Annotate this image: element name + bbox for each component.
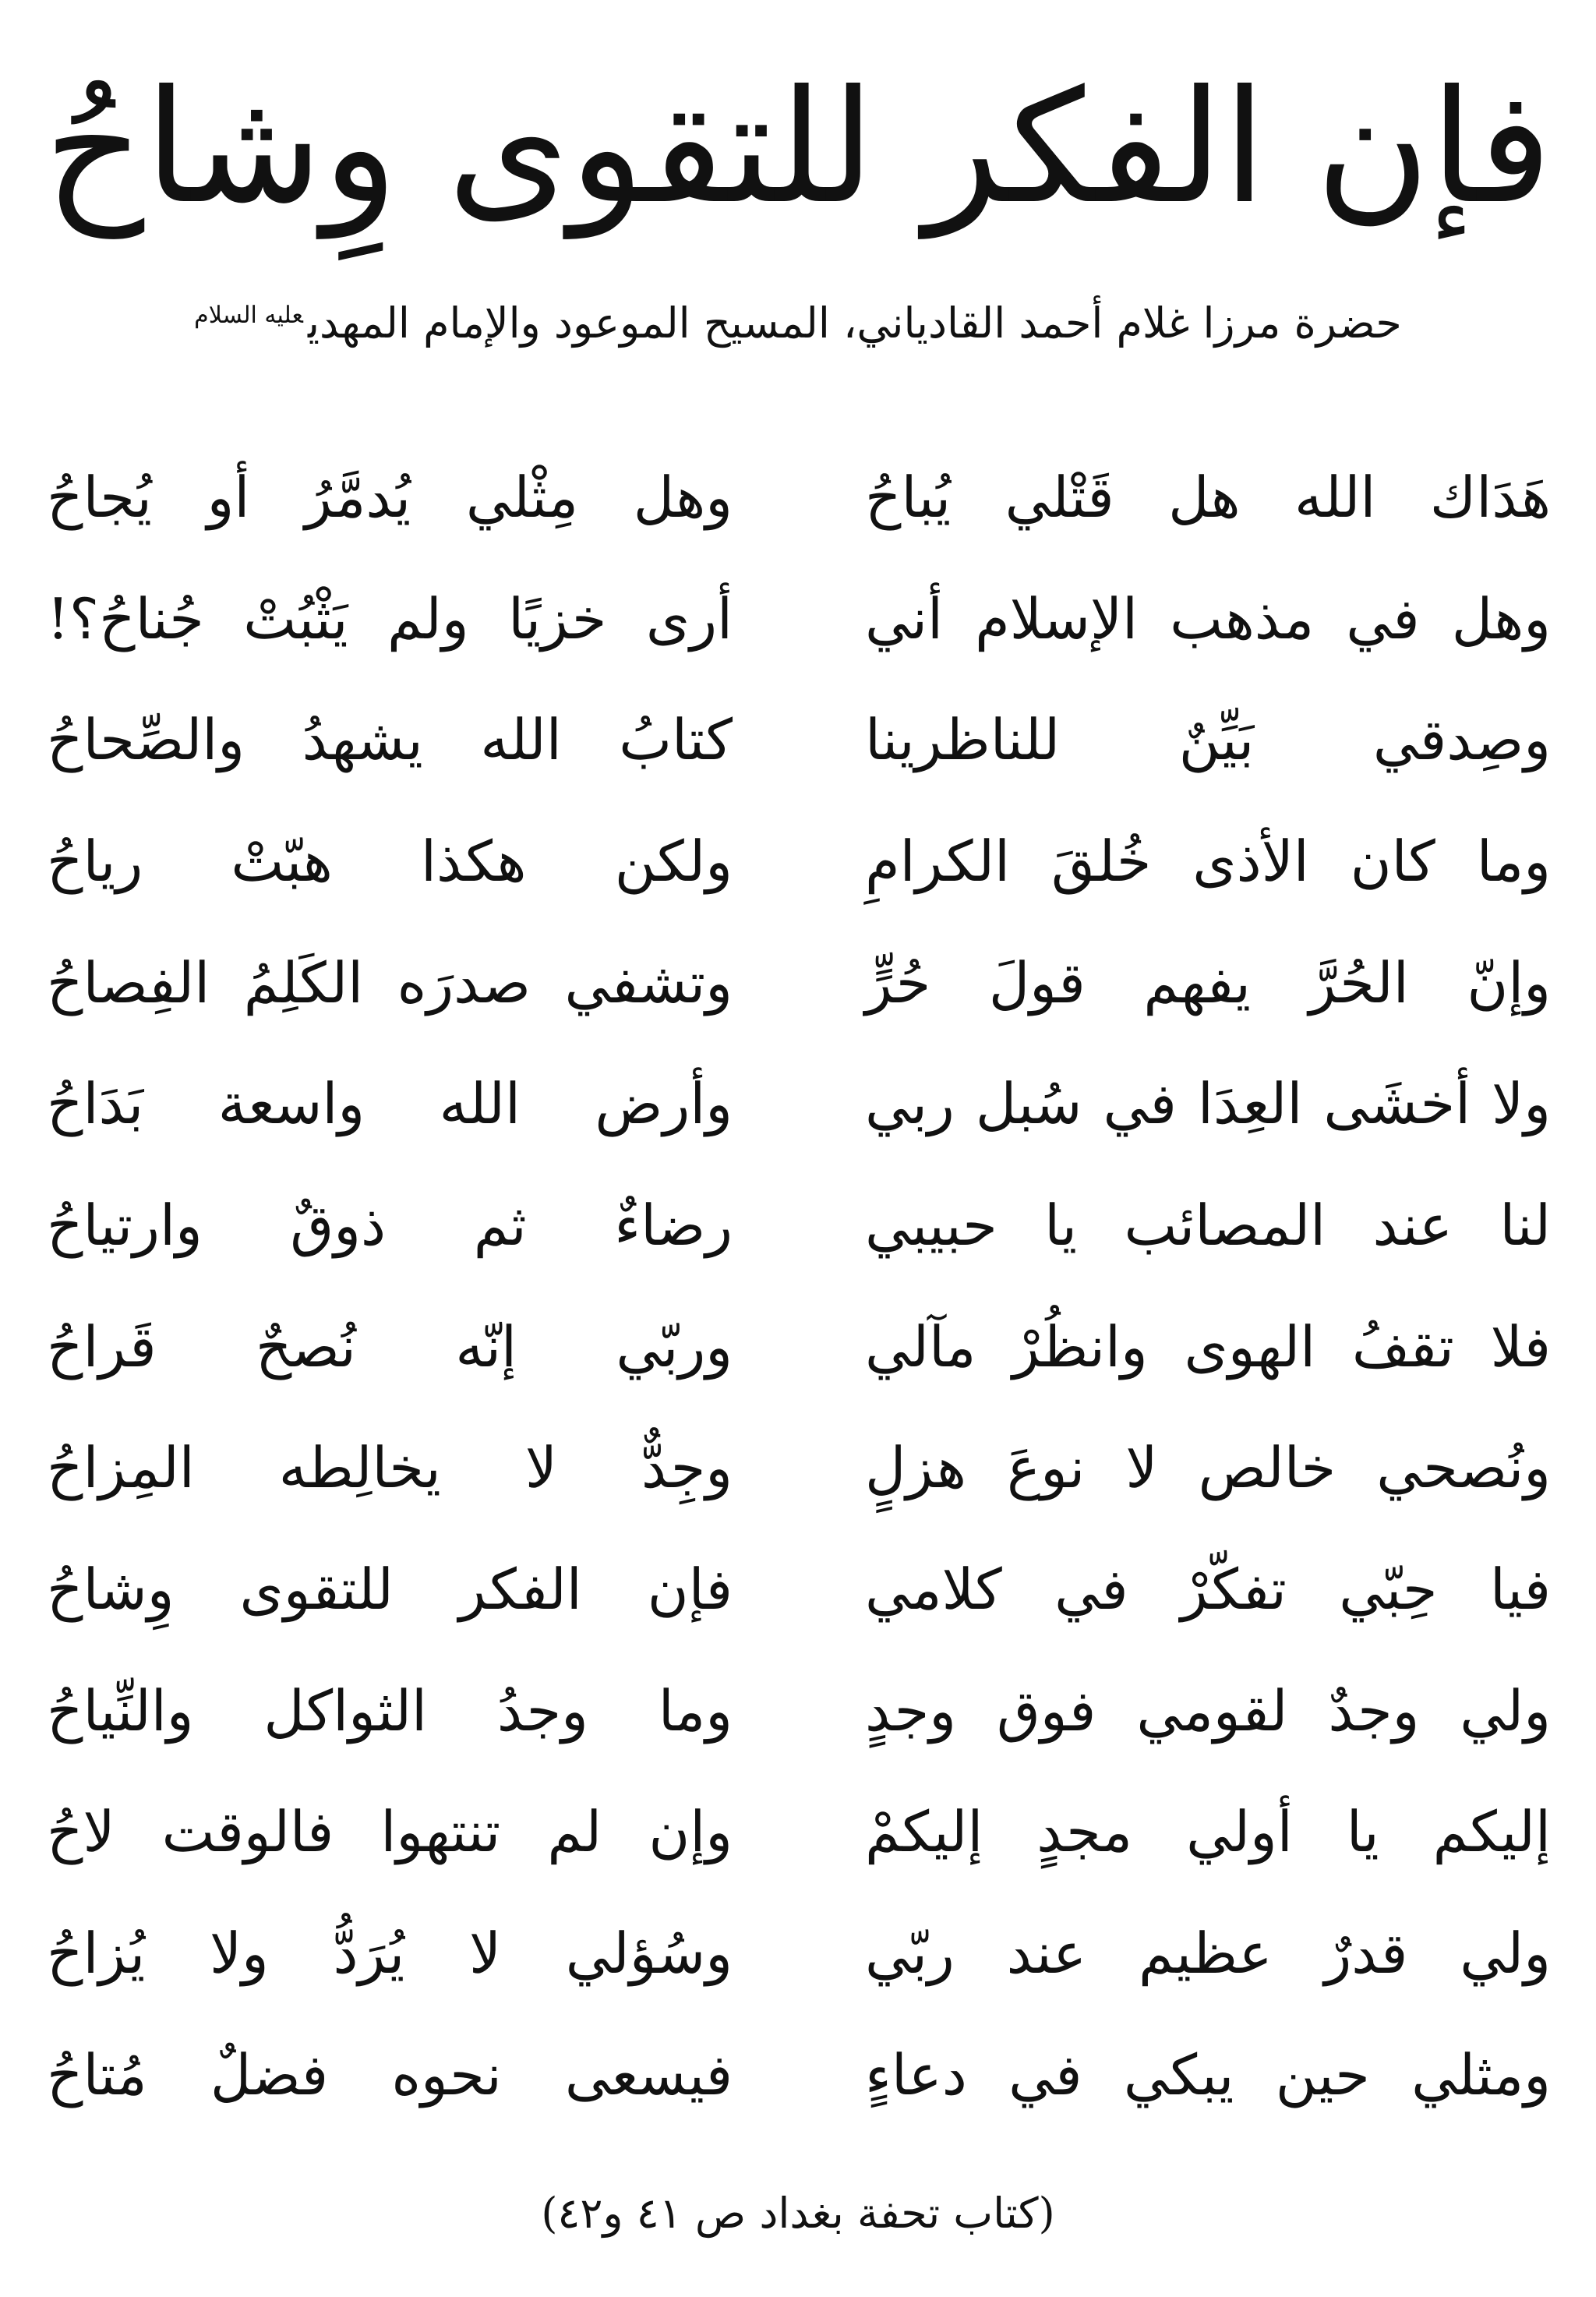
- verse-second-hemistich: كتابُ الله يشهدُ والصِّحاحُ: [47, 707, 733, 773]
- verse-first-hemistich: فيا حِبّي تفكّرْ في كلامي: [865, 1557, 1551, 1623]
- verse-row: [47, 2014, 1551, 2136]
- verse-row: [47, 1408, 1551, 1529]
- verse-second-hemistich: وربّي إنّه نُصحٌ قَراحُ: [47, 1313, 733, 1380]
- verse-row: [47, 1892, 1551, 2014]
- author-honorific: عليه السلام: [194, 302, 303, 329]
- verse-first-hemistich: وهل في مذهب الإسلام أني: [865, 585, 1551, 652]
- verse-row: [47, 800, 1551, 922]
- verse-second-hemistich: وسُؤلي لا يُرَدُّ ولا يُزاحُ: [47, 1921, 733, 1987]
- verse-row: [47, 558, 1551, 680]
- verse-first-hemistich: ولي وجدٌ لقومي فوق وجدٍ: [865, 1677, 1551, 1744]
- verse-row: [47, 1528, 1551, 1650]
- verse-row: [47, 1164, 1551, 1286]
- verse-first-hemistich: وما كان الأذى خُلقَ الكرامِ: [865, 828, 1551, 894]
- verse-row: [47, 1043, 1551, 1164]
- verse-row: [47, 679, 1551, 800]
- poem-title: فإن الفكر للتقوى وِشاحُ: [44, 57, 1552, 239]
- verse-row: [47, 922, 1551, 1044]
- verse-second-hemistich: وتشفي صدرَه الكَلِمُ الفِصاحُ: [47, 949, 733, 1016]
- verse-row: [47, 1772, 1551, 1893]
- poem-verses: [47, 436, 1551, 2136]
- verse-second-hemistich: أرى خزيًا ولم يَثْبُتْ جُناحُ؟!: [47, 585, 733, 652]
- verse-first-hemistich: فلا تقفُ الهوى وانظُرْ مآلي: [865, 1313, 1551, 1380]
- verse-row: [47, 1650, 1551, 1772]
- verse-first-hemistich: ولي قدرٌ عظيم عند ربّي: [865, 1921, 1551, 1987]
- verse-first-hemistich: إليكم يا أولي مجدٍ إليكمْ: [865, 1799, 1551, 1865]
- verse-first-hemistich: هَدَاك الله هل قَتْلي يُباحُ: [865, 464, 1551, 530]
- verse-first-hemistich: ونُصحي خالص لا نوعَ هزلٍ: [865, 1435, 1551, 1501]
- source-citation: (كتاب تحفة بغداد ص ٤١ و٤٢): [541, 2189, 1055, 2238]
- verse-second-hemistich: وإن لم تنتهوا فالوقت لاحُ: [47, 1799, 733, 1865]
- author-name: حضرة مرزا غلام أحمد القادياني، المسيح الموعود والإمام المهدي: [307, 299, 1402, 348]
- verse-first-hemistich: ولا أخشَى العِدَا في سُبل ربي: [865, 1071, 1551, 1137]
- verse-second-hemistich: رضاءٌ ثم ذوقٌ وارتياحُ: [47, 1192, 733, 1258]
- verse-first-hemistich: لنا عند المصائب يا حبيبي: [865, 1192, 1551, 1258]
- verse-second-hemistich: وأرض الله واسعة بَدَاحُ: [47, 1071, 733, 1137]
- author-line: [0, 281, 1596, 359]
- verse-first-hemistich: وصِدقي بَيِّنٌ للناظرينا: [865, 707, 1551, 773]
- verse-second-hemistich: فإن الفكر للتقوى وِشاحُ: [47, 1557, 733, 1623]
- verse-second-hemistich: وما وجدُ الثواكل والنِّياحُ: [47, 1677, 733, 1744]
- verse-second-hemistich: وجِدٌّ لا يخالِطه المِزاحُ: [47, 1435, 733, 1501]
- verse-row: [47, 436, 1551, 558]
- verse-second-hemistich: وهل مِثْلي يُدمَّرُ أو يُجاحُ: [47, 464, 733, 530]
- verse-second-hemistich: فيسعى نحوه فضلٌ مُتاحُ: [47, 2041, 733, 2108]
- verse-row: [47, 1286, 1551, 1408]
- verse-first-hemistich: وإنّ الحُرَّ يفهم قولَ حُرٍّ: [865, 949, 1551, 1016]
- verse-first-hemistich: ومثلي حين يبكي في دعاءٍ: [865, 2041, 1551, 2108]
- verse-second-hemistich: ولكن هكذا هبّتْ رياحُ: [47, 828, 733, 894]
